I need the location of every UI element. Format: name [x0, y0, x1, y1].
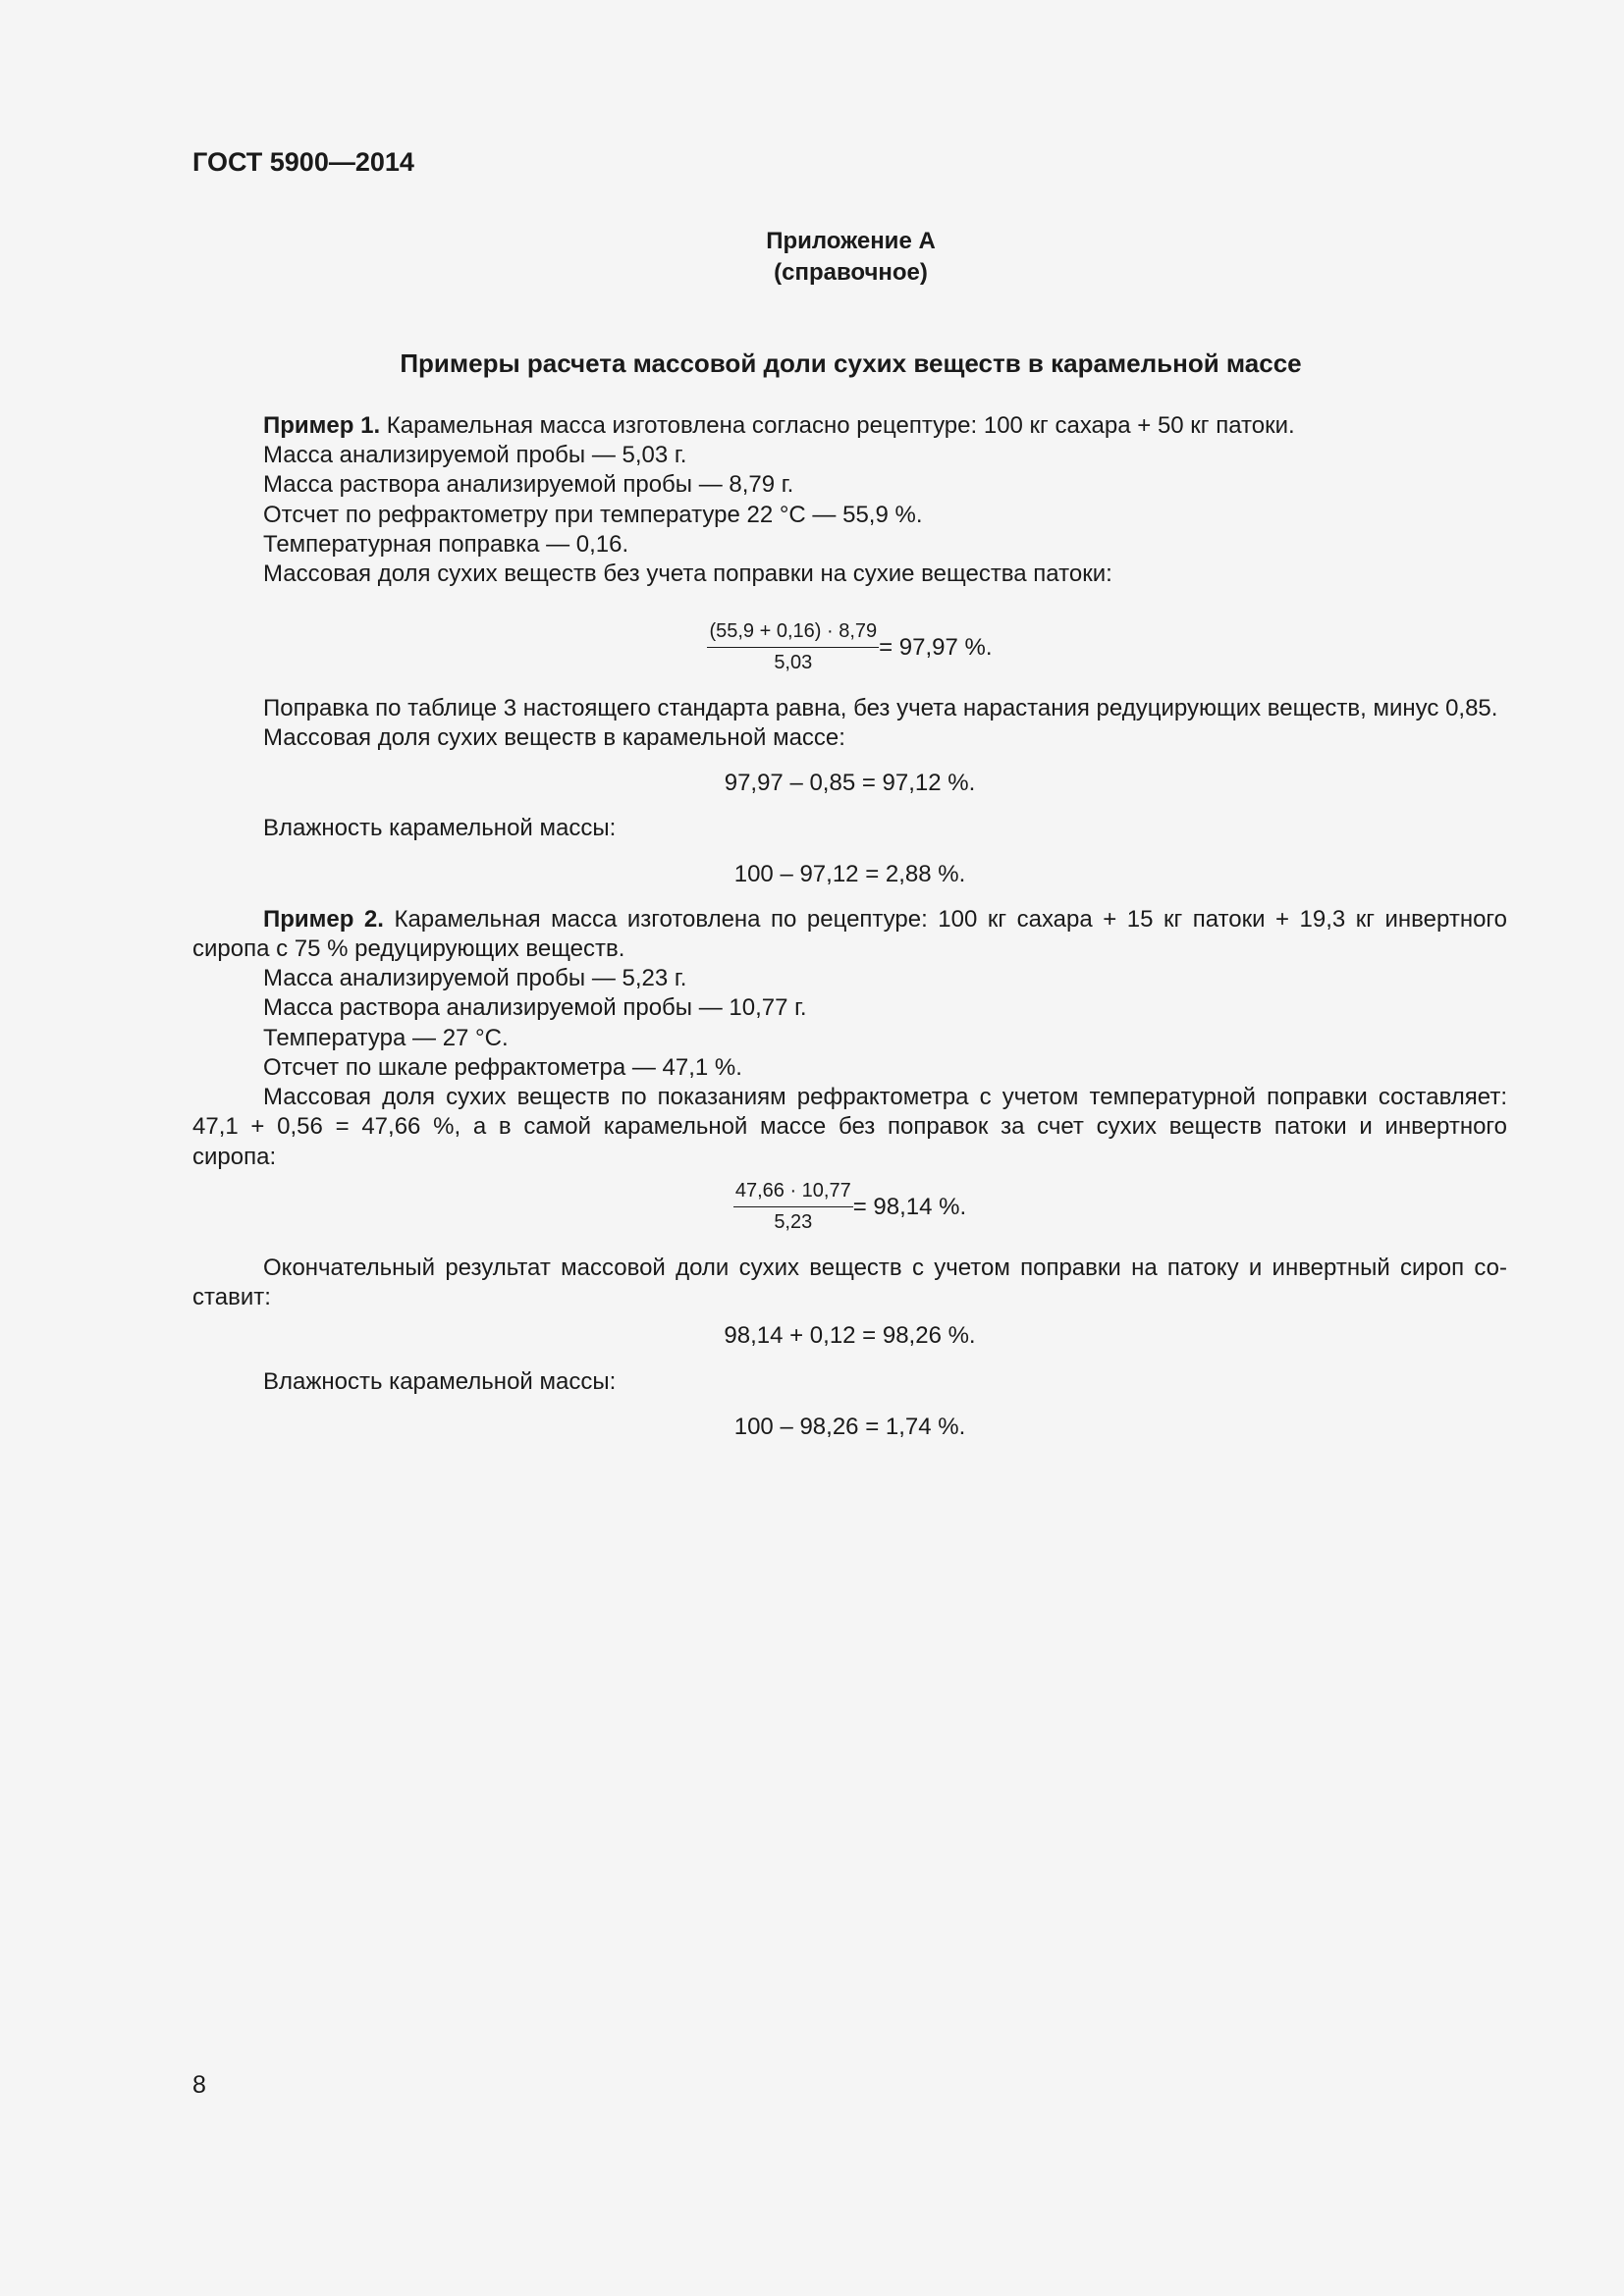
annex-type: (справочное): [774, 259, 928, 286]
example1-line: Массовая доля сухих веществ без учета поправки на сухие вещества патоки:: [263, 561, 1112, 587]
example1-line: Массовая доля сухих веществ в карамельной массе:: [263, 724, 845, 751]
example2-line: Отсчет по шкале рефрактометра — 47,1 %.: [263, 1054, 742, 1081]
example1-line: Температурная поправка — 0,16.: [263, 531, 629, 558]
equation: 97,97 – 0,85 = 97,12 %.: [724, 770, 976, 796]
section-title: Примеры расчета массовой доли сухих веществ в карамельной массе: [400, 348, 1302, 378]
formula-result: = 98,14 %.: [852, 1193, 967, 1220]
example1-line: Масса раствора анализируемой пробы — 8,79 г.: [263, 471, 794, 498]
example1-intro: [263, 412, 1295, 440]
example2-line: сиропа с 75 % редуцирующих веществ.: [192, 935, 625, 962]
fraction: [733, 1180, 853, 1234]
fraction: [707, 620, 879, 674]
example1-label: Пример 1.: [263, 412, 381, 439]
fraction-numerator: 47,66 · 10,77: [733, 1180, 853, 1207]
example2-line: [192, 1255, 1507, 1282]
example1-intro-text: Карамельная масса изготовлена согласно рецептуре: 100 кг сахара + 50 кг патоки.: [380, 412, 1295, 439]
annex-heading: [0, 226, 1624, 289]
page-number: 8: [192, 2071, 206, 2099]
example1-line: Отсчет по рефрактометру при температуре 22 °С — 55,9 %.: [263, 502, 923, 528]
formula-1: [192, 620, 1507, 674]
example1-line: Масса анализируемой пробы — 5,03 г.: [263, 442, 687, 468]
example2-line: ставит:: [192, 1284, 271, 1310]
formula-result: = 97,97 %.: [879, 633, 993, 661]
example2-line: Температура — 27 °С.: [263, 1025, 509, 1051]
example2-line: Влажность карамельной массы:: [263, 1368, 617, 1395]
example2-line: [192, 1084, 1507, 1111]
fraction-numerator: (55,9 + 0,16) · 8,79: [707, 620, 879, 648]
example2-label: Пример 2.: [263, 906, 384, 933]
example2-line-text: Массовая доля сухих веществ по показаниям рефрактометра с учетом температурной поправки составляет:: [263, 1084, 1507, 1110]
fraction-denominator: 5,03: [774, 652, 813, 673]
standard-header: ГОСТ 5900—2014: [192, 147, 414, 177]
equation: 98,14 + 0,12 = 98,26 %.: [724, 1322, 976, 1349]
example1-line: Поправка по таблице 3 настоящего стандарта равна, без учета нарастания редуцирующих веществ, минус 0,85.: [263, 695, 1498, 721]
equation: 100 – 97,12 = 2,88 %.: [733, 861, 966, 887]
example2-intro-text: Карамельная масса изготовлена по рецептуре: 100 кг сахара + 15 кг патоки + 19,3 кг инвертного: [383, 906, 1507, 933]
example2-line: 47,1 + 0,56 = 47,66 %, а в самой карамельной массе без поправок за счет сухих веществ патоки и инвертного: [192, 1113, 1507, 1140]
fraction-denominator: 5,23: [774, 1211, 813, 1233]
example2-line: сиропа:: [192, 1144, 277, 1170]
example2-line-text: Окончательный результат массовой доли сухих веществ с учетом поправки на патоку и инвертный сироп со-: [263, 1255, 1507, 1281]
example1-line: Влажность карамельной массы:: [263, 815, 617, 841]
example2-intro: [192, 906, 1507, 934]
example2-line: Масса анализируемой пробы — 5,23 г.: [263, 965, 687, 991]
annex-label: Приложение А: [766, 228, 936, 254]
equation: 100 – 98,26 = 1,74 %.: [733, 1414, 966, 1440]
example2-line: Масса раствора анализируемой пробы — 10,77 г.: [263, 994, 807, 1021]
formula-2: [192, 1180, 1507, 1234]
